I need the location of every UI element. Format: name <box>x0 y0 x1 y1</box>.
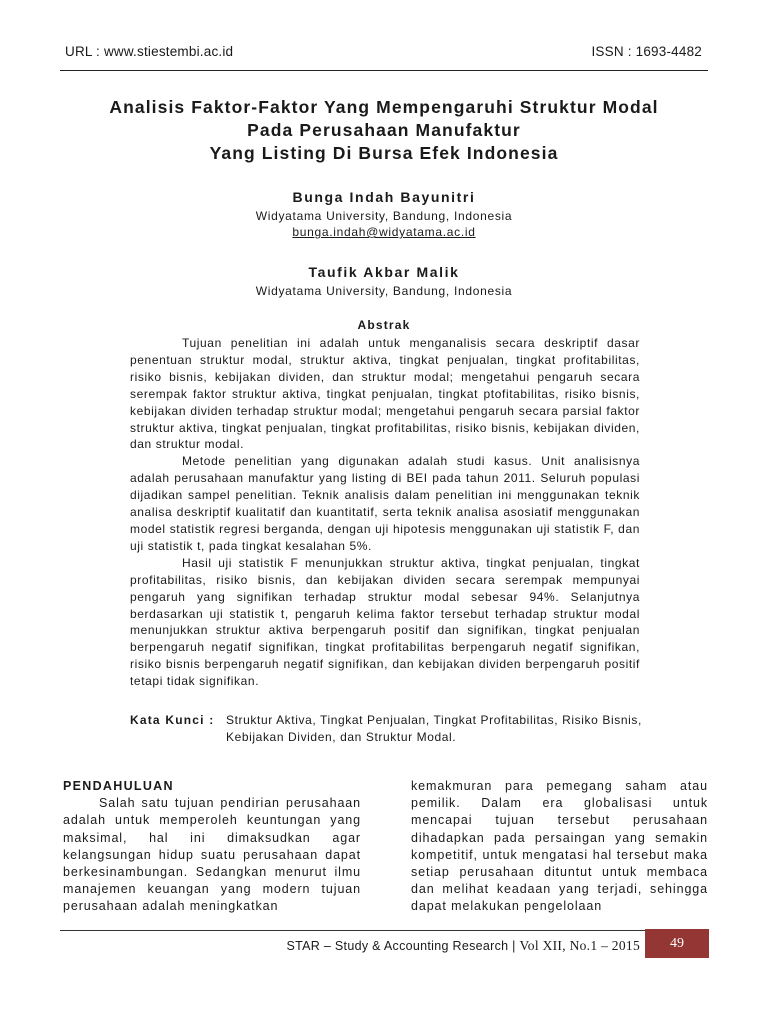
body-column-right <box>411 778 708 916</box>
body-column-left <box>63 778 361 916</box>
header-issn: ISSN : 1693-4482 <box>591 44 702 59</box>
keywords-text: Struktur Aktiva, Tingkat Penjualan, Tingkat Profitabilitas, Risiko Bisnis, Kebijakan Dividen, dan Struktur Modal. <box>226 713 642 744</box>
author-2-affiliation: Widyatama University, Bandung, Indonesia <box>255 284 513 298</box>
author-1-affiliation: Widyatama University, Bandung, Indonesia <box>255 209 513 223</box>
abstract-paragraph: Tujuan penelitian ini adalah untuk menganalisis secara deskriptif dasar penentuan struktur modal, struktur aktiva, tingkat penjualan, tingkat profitabilitas, risiko bisnis, kebijakan dividen, dan struktur modal; mengetahui pengaruh secara serempak faktor struktur aktiva, tingkat penjualan, tingkat ptofitabilitas, risiko bisnis, kebijakan dividen terhadap struktur modal; mengetahui pengaruh secara parsial faktor struktur aktiva, tingkat penjualan, tingkat profitabilitas, risiko bisnis, kebijakan dividen, dan struktur modal. <box>130 336 640 452</box>
author-1-name: Bunga Indah Bayunitri <box>292 189 476 205</box>
body-paragraph: Salah satu tujuan pendirian perusahaan adalah untuk memperoleh keuntungan yang maksimal, hal ini dimaksudkan agar kelangsungan hidup suatu perusahaan dapat berkesinambungan. Sedangkan menurut ilmu manajemen keuangan yang modern tujuan perusahaan adalah meningkatkan <box>63 796 361 914</box>
page-number: 49 <box>645 929 709 958</box>
title-line-2: Pada Perusahaan Manufaktur <box>247 120 521 140</box>
footer-journal: STAR – Study & Accounting Research | <box>286 939 516 953</box>
abstract-paragraph: Metode penelitian yang digunakan adalah studi kasus. Unit analisisnya adalah perusahaan manufaktur yang listing di BEI pada tahun 2011. Seluruh populasi dijadikan sampel penelitian. Teknik analisis dalam penelitian ini menggunakan teknik analisa deskriptif kualitatif dan kuantitatif, serta teknik analisa asosiatif menggunakan model statistik regresi berganda, dengan uji hipotesis menggunakan uji statistik F, dan uji statistik t, pada tingkat kesalahan 5%. <box>130 454 640 553</box>
header-divider <box>60 70 708 71</box>
footer-citation <box>287 938 640 954</box>
section-heading: PENDAHULUAN <box>63 779 174 793</box>
abstract-paragraph: Hasil uji statistik F menunjukkan struktur aktiva, tingkat penjualan, tingkat profitabilitas, risiko bisnis, dan kebijakan dividen secara serempak mempunyai pengaruh yang signifikan terhadap struktur modal sebesar 94%. Selanjutnya berdasarkan uji statistik t, pengaruh kelima faktor tersebut terhadap struktur modal menunjukkan struktur aktiva berpengaruh positif dan signifikan, tingkat penjualan berpengaruh negatif signifikan, tingkat profitabilitas berpengaruh negatif signifikan, risiko bisnis berpengaruh negatif signifikan, dan kebijakan dividen berpengaruh positif tetapi tidak signifikan. <box>130 555 640 689</box>
author-1-email-link[interactable]: bunga.indah@widyatama.ac.id <box>292 225 476 239</box>
keywords-label: Kata Kunci : <box>130 713 215 727</box>
footer-divider <box>60 930 645 931</box>
abstract-heading: Abstrak <box>357 318 411 332</box>
title-line-3: Yang Listing Di Bursa Efek Indonesia <box>209 143 559 163</box>
author-1-block <box>120 189 648 240</box>
author-2-name: Taufik Akbar Malik <box>308 264 460 280</box>
header-url: URL : www.stiestembi.ac.id <box>65 44 234 59</box>
body-paragraph: kemakmuran para pemegang saham atau pemilik. Dalam era globalisasi untuk mencapai tujuan tersebut perusahaan dihadapkan pada persaingan yang semakin kompetitif, untuk mengatasi hal tersebut maka setiap perusahaan dituntut untuk membaca dan melihat keadaan yang terjadi, sehingga dapat melakukan pengelolaan <box>411 779 708 914</box>
paper-title <box>80 96 688 165</box>
abstract-body <box>130 335 640 690</box>
footer-volume: Vol XII, No.1 – 2015 <box>519 938 640 953</box>
author-2-block <box>120 264 648 299</box>
title-line-1: Analisis Faktor-Faktor Yang Mempengaruhi Struktur Modal <box>109 97 659 117</box>
